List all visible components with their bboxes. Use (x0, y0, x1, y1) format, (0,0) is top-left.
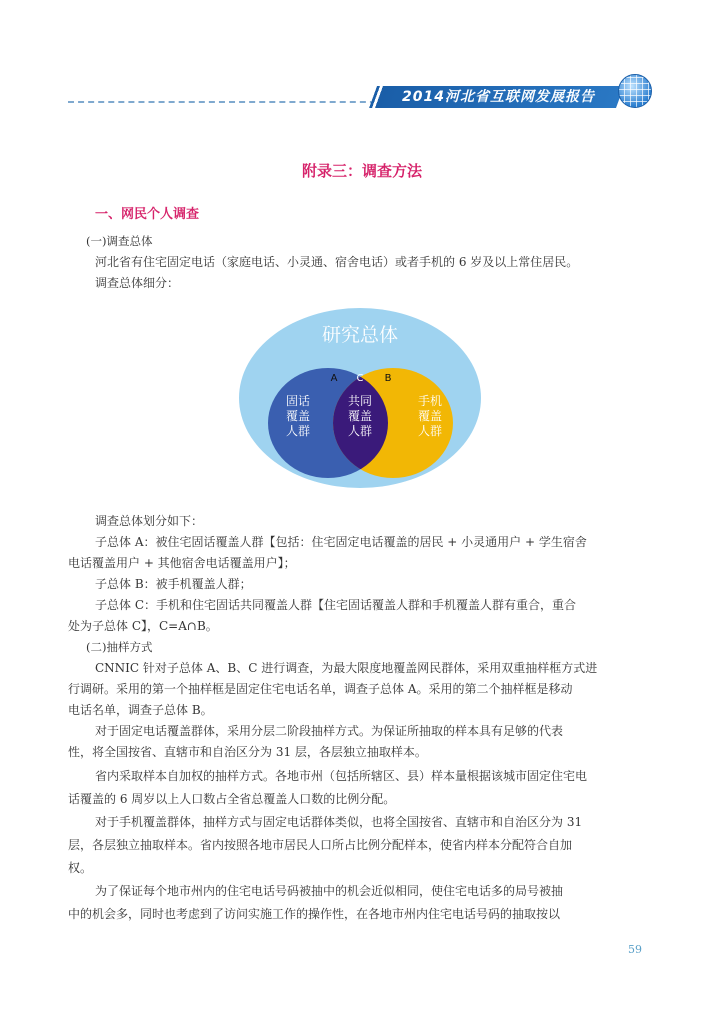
label-c: C (356, 373, 364, 384)
paragraph-line: 子总体 A：被住宅固话覆盖人群【包括：住宅固定电话覆盖的居民 + 小灵通用户 + 学生宿舍 (95, 535, 587, 549)
paragraph-line: 为了保证每个地市州内的住宅电话号码被抽中的机会近似相同，使住宅电话多的局号被抽 (95, 884, 564, 898)
subsection-heading-1: (一)调查总体 (86, 234, 153, 248)
subsection-heading-2: (二)抽样方式 (86, 640, 153, 654)
label-a: A (330, 373, 338, 384)
paragraph-line: 性，将全国按省、直辖市和自治区分为 31 层，各层独立抽取样本。 (68, 745, 427, 759)
center-text-3: 人群 (347, 424, 373, 438)
header-dashed-line (68, 101, 386, 103)
page-title: 附录三：调查方法 (301, 162, 422, 180)
header-banner-text: 2014河北省互联网发展报告 (402, 89, 595, 105)
outer-label: 研究总体 (321, 324, 399, 346)
paragraph-line: 省内采取样本自加权的抽样方式。各地市州（包括所辖区、县）样本量根据该城市固定住宅电 (95, 769, 588, 783)
paragraph-line: 处为子总体 C】，C=A∩B。 (68, 619, 218, 633)
paragraph-line: 行调研。采用的第一个抽样框是固定住宅电话名单，调查子总体 A。采用的第二个抽样框是移动 (68, 682, 573, 696)
right-text-2: 覆盖 (417, 409, 443, 423)
paragraph-line: 河北省有住宅固定电话（家庭电话、小灵通、宿舍电话）或者手机的 6 岁及以上常住居民。 (95, 255, 579, 269)
center-text-1: 共同 (347, 394, 373, 408)
paragraph-line: 权。 (68, 861, 93, 875)
paragraph-line: CNNIC 针对子总体 A、B、C 进行调查，为最大限度地覆盖网民群体，采用双重抽样框方式进 (95, 661, 598, 675)
paragraph-line: 调查总体划分如下： (95, 514, 204, 528)
venn-diagram (238, 306, 483, 489)
paragraph-line: 电话名单，调查子总体 B。 (68, 703, 213, 717)
globe-icon (618, 74, 652, 108)
left-text-1: 固话 (285, 394, 311, 408)
section-heading: 一、网民个人调查 (95, 207, 200, 222)
paragraph-line: 电话覆盖用户 + 其他宿舍电话覆盖用户】； (68, 556, 296, 570)
paragraph-line: 对于固定电话覆盖群体，采用分层二阶段抽样方式。为保证所抽取的样本具有足够的代表 (95, 724, 564, 738)
right-text-3: 人群 (417, 424, 443, 438)
label-b: B (384, 373, 392, 384)
center-text-2: 覆盖 (347, 409, 373, 423)
paragraph-line: 子总体 B：被手机覆盖人群； (95, 577, 252, 591)
page-number: 59 (628, 943, 642, 956)
paragraph-line: 中的机会多，同时也考虑到了访问实施工作的操作性，在各地市州内住宅电话号码的抽取按以 (68, 907, 561, 921)
paragraph-line: 层，各层独立抽取样本。省内按照各地市居民人口所占比例分配样本，使省内样本分配符合自加 (68, 838, 573, 852)
paragraph-line: 对于手机覆盖群体，抽样方式与固定电话群体类似，也将全国按省、直辖市和自治区分为 31 (95, 815, 583, 829)
left-text-3: 人群 (285, 424, 311, 438)
paragraph-line: 调查总体细分： (95, 276, 180, 290)
paragraph-line: 话覆盖的 6 周岁以上人口数占全省总覆盖人口数的比例分配。 (68, 792, 396, 806)
right-text-1: 手机 (417, 394, 443, 408)
left-text-2: 覆盖 (285, 409, 311, 423)
paragraph-line: 子总体 C：手机和住宅固话共同覆盖人群【住宅固话覆盖人群和手机覆盖人群有重合，重合 (95, 598, 576, 612)
